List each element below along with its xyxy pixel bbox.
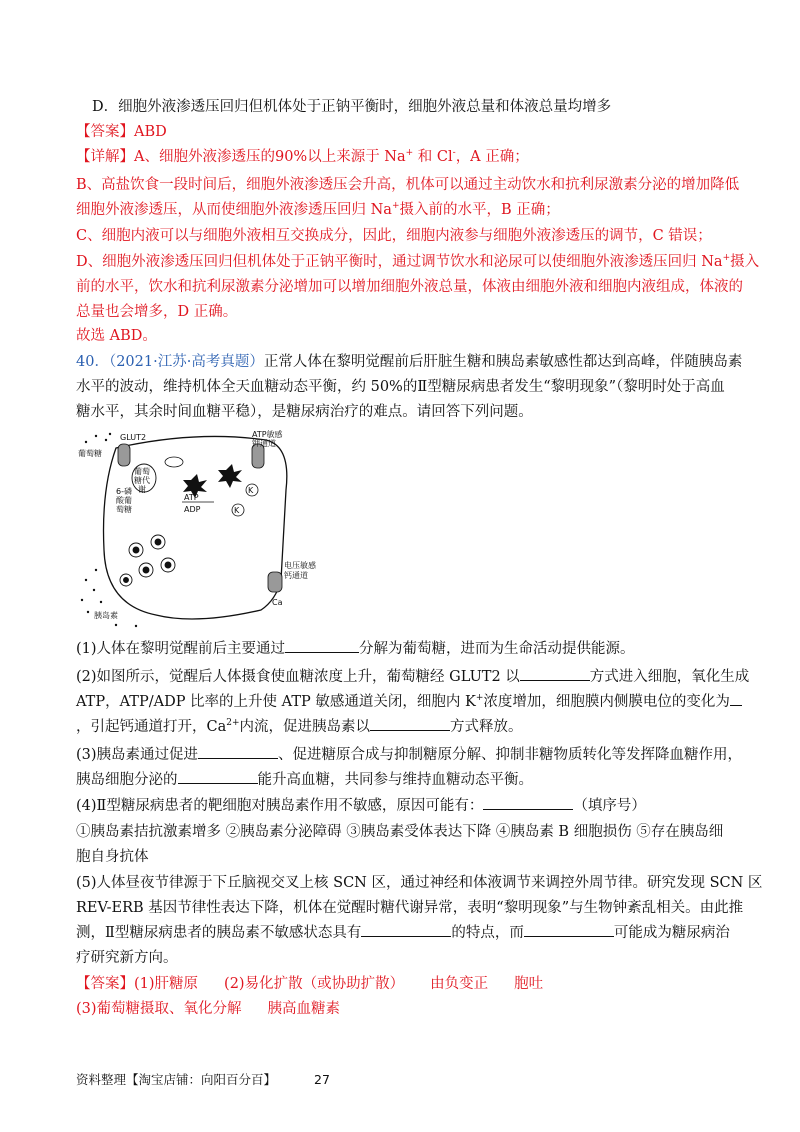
q5-line4: 疗研究新方向。 (76, 950, 178, 966)
q5-line2: REV-ERB 基因节律性表达下降，机体在觉醒时糖代谢异常，表明“黎明现象”与生物钟紊乱相关。由此推 (76, 900, 744, 916)
q5-line1: (5)人体昼夜节律源于下丘脑视交叉上核 SCN 区，通过神经和体液调节来调控外周节律。研究发现 SCN 区 (76, 875, 763, 891)
svg-text:酸葡: 酸葡 (116, 496, 132, 505)
question-number: 40． (76, 354, 109, 370)
glut2-label: GLUT2 (120, 433, 147, 442)
svg-text:K: K (248, 486, 254, 495)
svg-text:电压敏感: 电压敏感 (284, 561, 316, 570)
answer-line (76, 120, 167, 144)
svg-text:萄糖: 萄糖 (116, 505, 132, 514)
atp-label: ATP (184, 493, 199, 502)
q2-blank-3[interactable] (370, 715, 450, 731)
detail-a: 【详解】A、细胞外液渗透压的90%以上来源于 Na+ 和 Cl-，A 正确； (76, 148, 529, 165)
glucose-label: 葡萄糖 (78, 449, 102, 458)
question-stem-line1: 40．（2021·江苏·高考真题）正常人体在黎明觉醒前后肝脏生糖和胰岛素敏感性都达到高峰，伴随胰岛素 (76, 354, 743, 370)
q1: (1)人体在黎明觉醒前后主要通过 分解为葡萄糖，进而为生命活动提供能源。 (76, 637, 635, 661)
svg-text:谢: 谢 (138, 485, 146, 494)
question-source[interactable]: （2021·江苏·高考真题） (108, 354, 264, 370)
detail-b-line2: 细胞外液渗透压，从而使细胞外液渗透压回归 Na+摄入前的水平，B 正确； (76, 201, 560, 218)
detail-d-line2: 前的水平，饮水和抗利尿激素分泌增加可以增加细胞外液总量，体液由细胞外液和细胞内液组成，体液的 (76, 279, 743, 295)
q4-blank[interactable] (483, 794, 573, 810)
adp-label: ADP (184, 505, 201, 514)
svg-text:6-磷: 6-磷 (116, 487, 132, 496)
q40-answer-line2: (3)葡萄糖摄取、氧化分解 胰高血糖素 (76, 1001, 341, 1017)
question-stem-line2: 水平的波动，维持机体全天血糖动态平衡，约 50%的Ⅱ型糖尿病患者发生“黎明现象”（黎明时处于高血 (76, 379, 725, 395)
q2-blank-2[interactable] (730, 690, 742, 706)
conclusion: 故选 ABD。 (76, 328, 157, 344)
q2-line2: ATP，ATP/ADP 比率的上升使 ATP 敏感通道关闭，细胞内 K+浓度增加，细胞膜内侧膜电位的变化为 (76, 690, 742, 714)
svg-text:葡萄: 葡萄 (134, 467, 150, 476)
detail-d-line1: D、细胞外液渗透压回归但机体处于正钠平衡时，通过调节饮水和泌尿可以使细胞外液渗透压回归 Na+摄入 (76, 253, 760, 270)
atp-channel-label2: 钾通道 (252, 439, 276, 448)
voltage-ca-channel (268, 572, 282, 592)
mitochondrion (165, 457, 183, 467)
svg-text:糖代: 糖代 (134, 476, 150, 485)
q1-blank[interactable] (285, 637, 359, 653)
insulin-label: 胰岛素 (94, 611, 118, 620)
q3-line1: (3)胰岛素通过促进 、促进糖原合成与抑制糖原分解、抑制非糖物质转化等发挥降血糖作用， (76, 743, 742, 767)
q4-line1: (4)Ⅱ型糖尿病患者的靶细胞对胰岛素作用不敏感，原因可能有： （填序号） (76, 794, 646, 818)
ca-ion-label: Ca (272, 598, 283, 607)
option-d: D．细胞外液渗透压回归但机体处于正钠平衡时，细胞外液总量和体液总量均增多 (92, 99, 612, 115)
q5-line3: 测，Ⅱ型糖尿病患者的胰岛素不敏感状态具有 的特点，而 可能成为糖尿病治 (76, 921, 730, 945)
q3-blank-1[interactable] (198, 743, 278, 759)
svg-text:K: K (234, 506, 240, 515)
islet-cell-diagram (76, 430, 336, 630)
atp-burst-1 (218, 464, 242, 488)
svg-text:钙通道: 钙通道 (284, 571, 308, 580)
q4-line3: 胞自身抗体 (76, 849, 149, 865)
detail-c: C、细胞内液可以与细胞外液相互交换成分，因此，细胞内液参与细胞外液渗透压的调节，C 错误； (76, 228, 712, 244)
detail-label: 【详解】 (76, 149, 134, 165)
page-footer (76, 1070, 330, 1088)
detail-d-line3: 总量也会增多，D 正确。 (76, 304, 238, 320)
q2-line3: ，引起钙通道打开，$Ca^{2+}$内流，促进胰岛素以 方式释放。 (76, 715, 523, 739)
q40-answer-line1: 【答案】(1)肝糖原 (2)易化扩散（或协助扩散） 由负变正 胞吐 (76, 976, 544, 992)
footer-text: 资料整理【淘宝店铺：向阳百分百】 (76, 1072, 277, 1087)
q4-line2: ①胰岛素拮抗激素增多 ②胰岛素分泌障碍 ③胰岛素受体表达下降 ④胰岛素 B 细胞损伤 ⑤存在胰岛细 (76, 824, 724, 840)
q2-blank-1[interactable] (520, 665, 590, 681)
insulin-granules (120, 535, 175, 586)
q5-blank-1[interactable] (361, 921, 451, 937)
answer-value: ABD (134, 124, 167, 140)
q3-blank-2[interactable] (178, 768, 258, 784)
answer-label: 【答案】 (76, 124, 134, 140)
q3-line2: 胰岛细胞分泌的 能升高血糖，共同参与维持血糖动态平衡。 (76, 768, 533, 792)
question-stem-line3: 糖水平，其余时间血糖平稳），是糖尿病治疗的难点。请回答下列问题。 (76, 404, 533, 420)
atp-channel-label: ATP敏感 (252, 430, 283, 439)
page-number: 27 (314, 1072, 330, 1087)
q5-blank-2[interactable] (524, 921, 614, 937)
q40-answer-label: 【答案】 (76, 976, 134, 992)
detail-b-line1: B、高盐饮食一段时间后，细胞外液渗透压会升高，机体可以通过主动饮水和抗利尿激素分泌的增加降低 (76, 177, 740, 193)
q2-line1: (2)如图所示，觉醒后人体摄食使血糖浓度上升，葡萄糖经 GLUT2 以 方式进入细胞，氧化生成 (76, 665, 749, 689)
glut2-transporter (118, 444, 130, 466)
